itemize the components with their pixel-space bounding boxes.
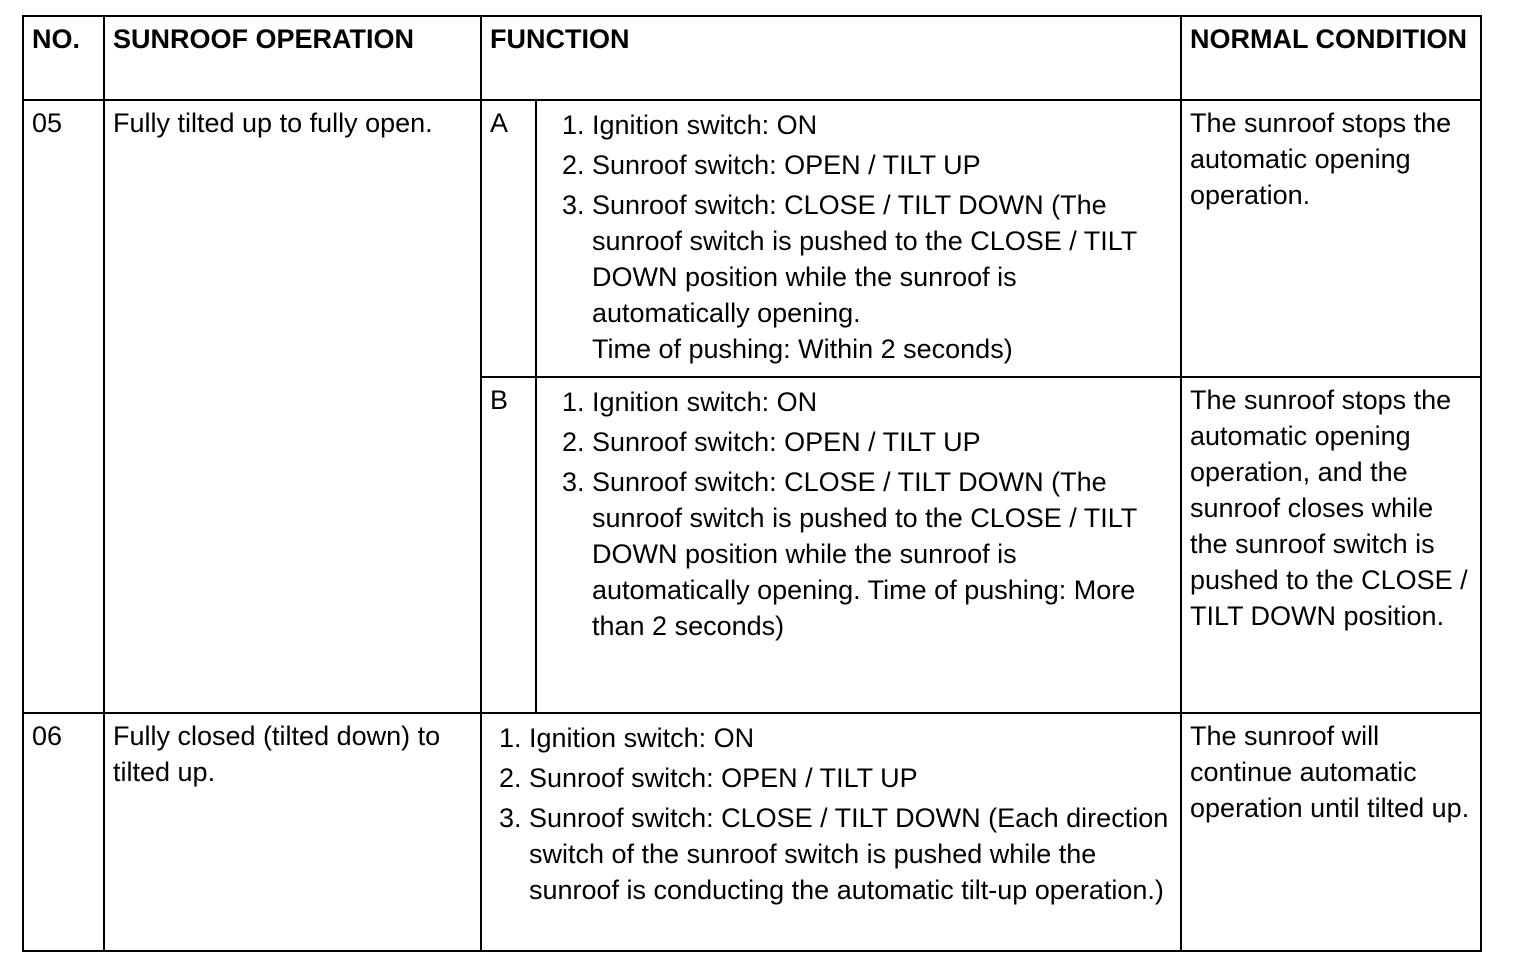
step-continuation: Time of pushing: Within 2 seconds): [592, 334, 1013, 364]
step: [592, 187, 1172, 367]
cell-condition: The sunroof stops the automatic opening operation.: [1181, 100, 1481, 377]
step: 1. Ignition switch: ON: [592, 107, 1172, 143]
step: 3. Sunroof switch: CLOSE / TILT DOWN (The sunroof switch is pushed to the CLOSE / TILT DOWN position while the sunroof is automatically opening. Time of pushing: More than 2 seconds): [592, 464, 1172, 644]
cell-no: 06: [23, 713, 104, 951]
cell-operation: Fully closed (tilted down) to tilted up.: [104, 713, 481, 951]
cell-operation: Fully tilted up to fully open.: [104, 100, 481, 713]
step-text: Sunroof switch: CLOSE / TILT DOWN (The sunroof switch is pushed to the CLOSE / TILT DOWN position while the sunroof is automatically opening.: [592, 190, 1137, 328]
cell-condition: The sunroof will continue automatic operation until tilted up.: [1181, 713, 1481, 951]
header-function: FUNCTION: [481, 16, 1181, 100]
table-row-05a: [23, 100, 1481, 377]
step: 2. Sunroof switch: OPEN / TILT UP: [592, 147, 1172, 183]
header-operation: SUNROOF OPERATION: [104, 16, 481, 100]
step: 1. Ignition switch: ON: [592, 384, 1172, 420]
header-row: [23, 16, 1481, 100]
cell-no: 05: [23, 100, 104, 713]
header-no: NO.: [23, 16, 104, 100]
cell-function: [536, 377, 1181, 713]
table-row-06: [23, 713, 1481, 951]
cell-function: [481, 713, 1181, 951]
case-label: B: [481, 377, 536, 713]
sunroof-operation-table: [22, 15, 1482, 952]
case-label: A: [481, 100, 536, 377]
step: 1. Ignition switch: ON: [529, 720, 1172, 756]
step: 2. Sunroof switch: OPEN / TILT UP: [592, 424, 1172, 460]
cell-function: [536, 100, 1181, 377]
cell-condition: The sunroof stops the automatic opening operation, and the sunroof closes while the sunroof switch is pushed to the CLOSE / TILT DOWN position.: [1181, 377, 1481, 713]
step: 2. Sunroof switch: OPEN / TILT UP: [529, 760, 1172, 796]
step: 3. Sunroof switch: CLOSE / TILT DOWN (Each direction switch of the sunroof switch is pushed while the sunroof is conducting the automatic tilt-up operation.): [529, 800, 1172, 908]
header-condition: NORMAL CONDITION: [1181, 16, 1481, 100]
